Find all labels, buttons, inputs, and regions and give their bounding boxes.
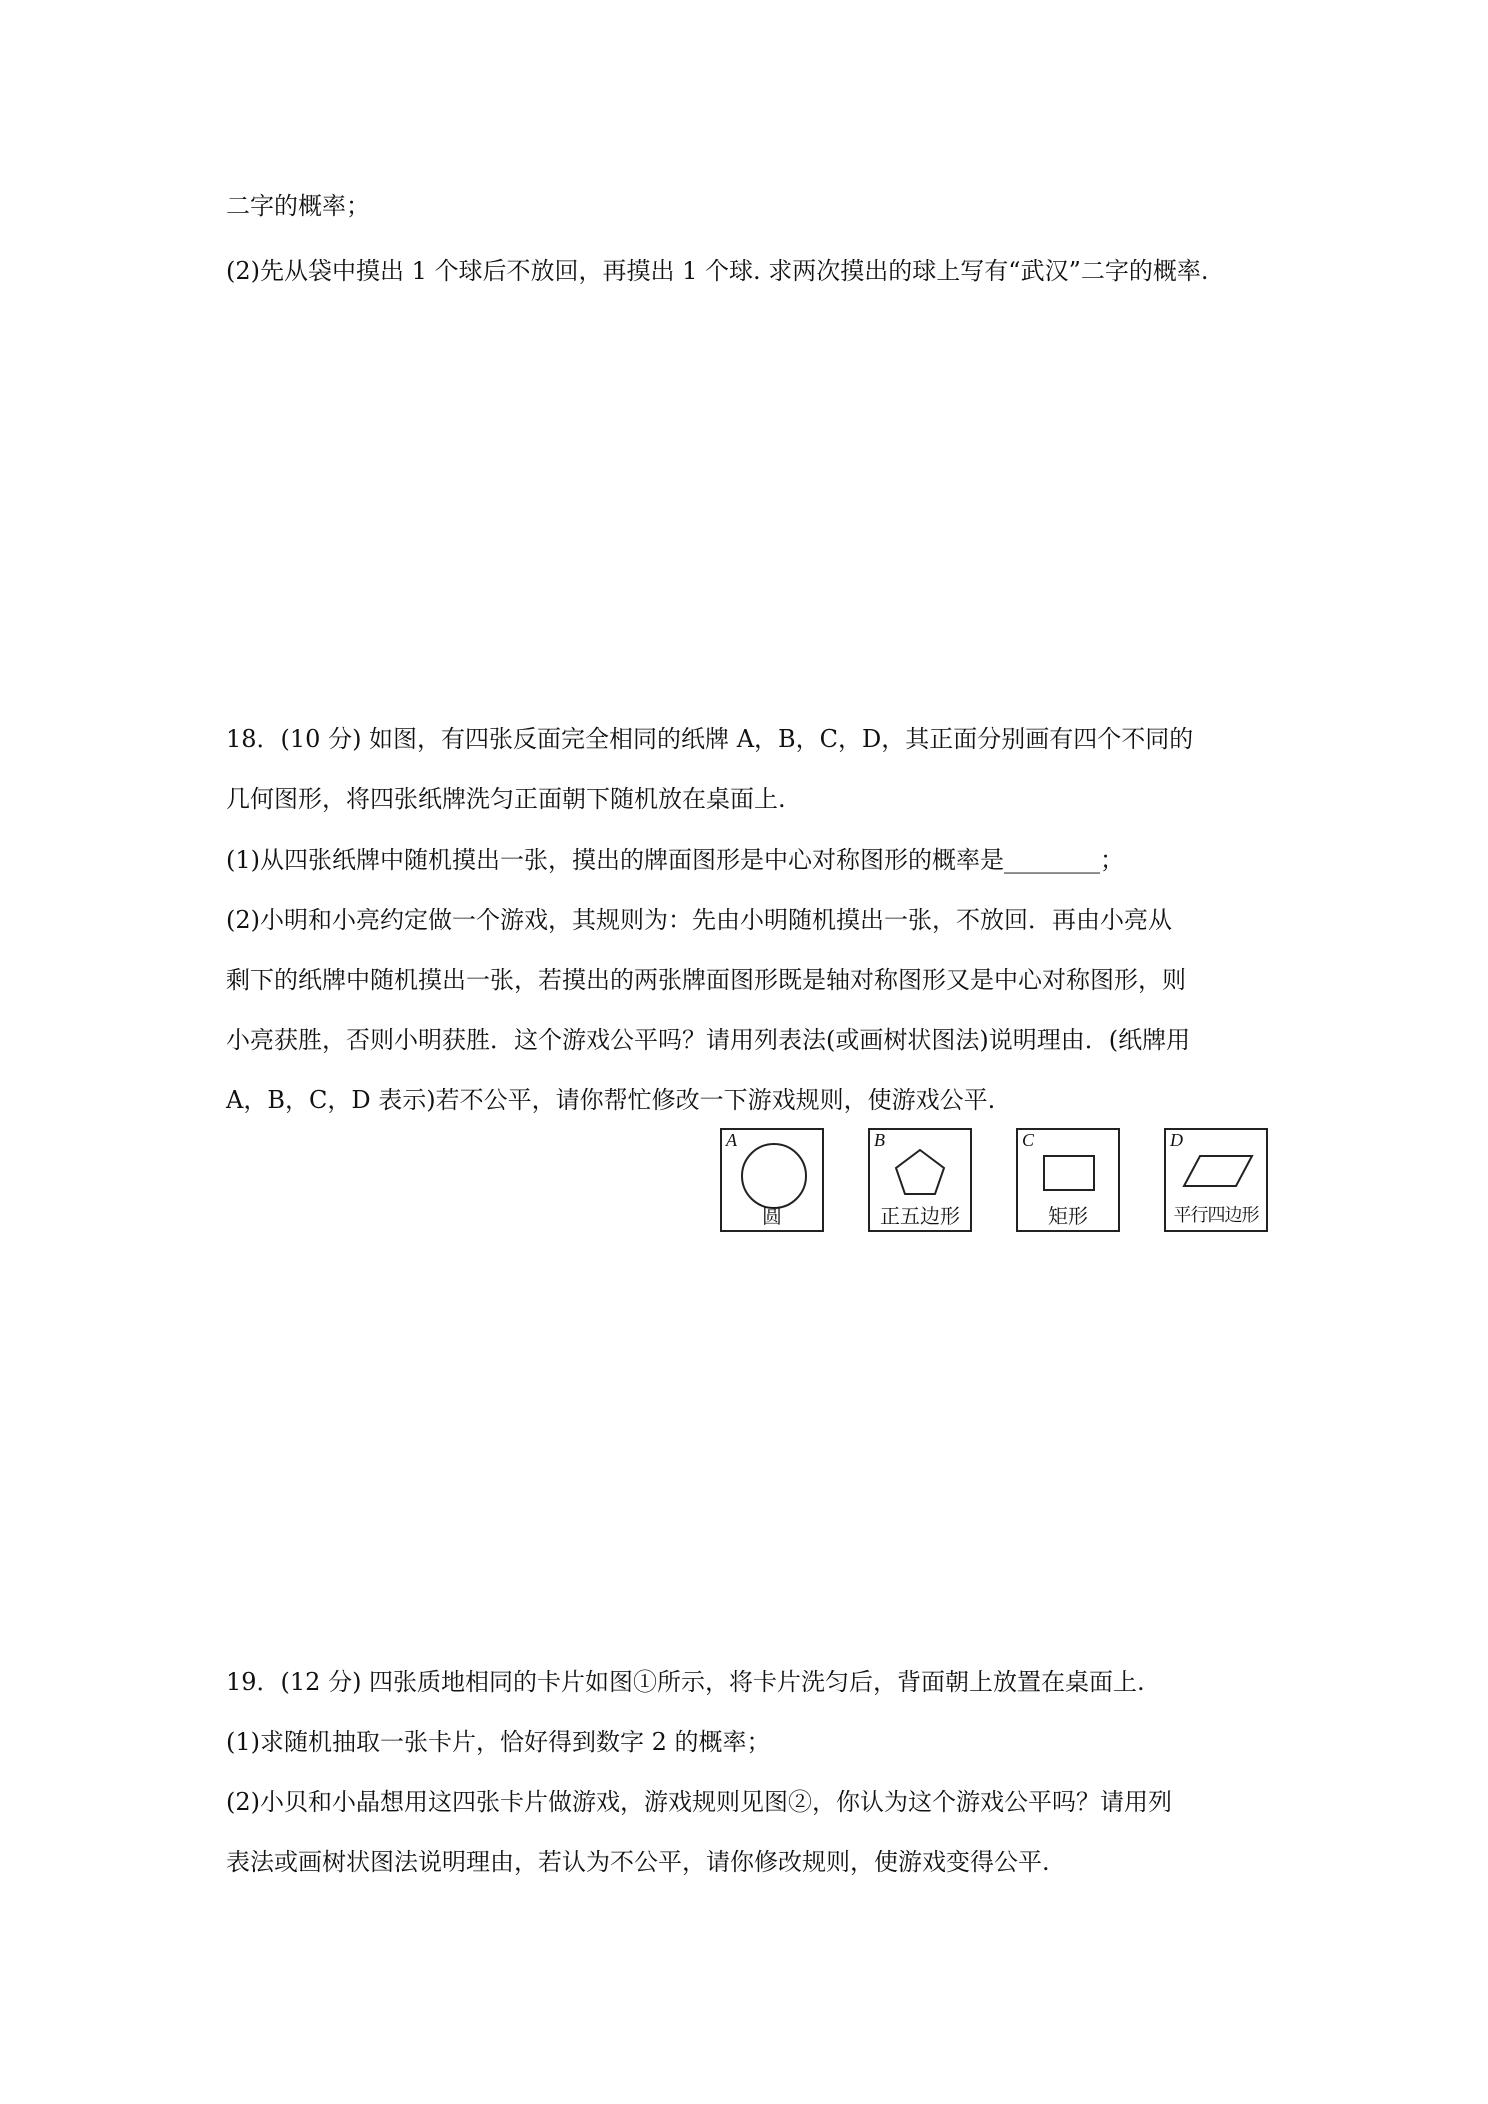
- q17-text-line-2: (2)先从袋中摸出 1 个球后不放回，再摸出 1 个球. 求两次摸出的球上写有“武汉”二字的概率.: [226, 257, 1209, 285]
- q18-text-line-1: 18．(10 分) 如图，有四张反面完全相同的纸牌 A，B，C，D，其正面分别画有四个不同的: [226, 725, 1194, 753]
- q18-part2-line-1: (2)小明和小亮约定做一个游戏，其规则为：先由小明随机摸出一张，不放回．再由小亮从: [226, 906, 1172, 934]
- card-c: [1016, 1128, 1120, 1232]
- q19-part1: (1)求随机抽取一张卡片，恰好得到数字 2 的概率；: [226, 1728, 771, 1756]
- card-c-letter: C: [1022, 1130, 1035, 1150]
- card-a-caption: 圆: [762, 1204, 782, 1228]
- card-b-letter: B: [874, 1130, 885, 1150]
- card-c-caption: 矩形: [1048, 1204, 1088, 1228]
- q18-text-line-2: 几何图形，将四张纸牌洗匀正面朝下随机放在桌面上.: [226, 785, 786, 813]
- card-a-letter: A: [726, 1130, 737, 1150]
- q18-part2-line-4: A，B，C，D 表示)若不公平，请你帮忙修改一下游戏规则，使游戏公平.: [226, 1086, 996, 1114]
- card-d-caption: 平行四边形: [1173, 1205, 1259, 1226]
- q19-part2-line-2: 表法或画树状图法说明理由，若认为不公平，请你修改规则，使游戏变得公平.: [226, 1848, 1050, 1876]
- q18-part1: (1)从四张纸牌中随机摸出一张，摸出的牌面图形是中心对称图形的概率是________；: [226, 846, 1124, 874]
- q19-text-line-1: 19．(12 分) 四张质地相同的卡片如图①所示，将卡片洗匀后，背面朝上放置在桌面上.: [226, 1668, 1145, 1696]
- card-d: [1164, 1128, 1268, 1232]
- q18-part2-line-3: 小亮获胜，否则小明获胜．这个游戏公平吗？请用列表法(或画树状图法)说明理由．(纸牌用: [226, 1026, 1191, 1054]
- card-b-caption: 正五边形: [880, 1204, 960, 1228]
- card-a: [720, 1128, 824, 1232]
- card-d-letter: D: [1170, 1130, 1183, 1150]
- card-b: [868, 1128, 972, 1232]
- q17-text-line-1: 二字的概率；: [226, 192, 370, 220]
- q18-part2-line-2: 剩下的纸牌中随机摸出一张，若摸出的两张牌面图形既是轴对称图形又是中心对称图形，则: [226, 966, 1186, 994]
- q19-part2-line-1: (2)小贝和小晶想用这四张卡片做游戏，游戏规则见图②，你认为这个游戏公平吗？请用列: [226, 1788, 1172, 1816]
